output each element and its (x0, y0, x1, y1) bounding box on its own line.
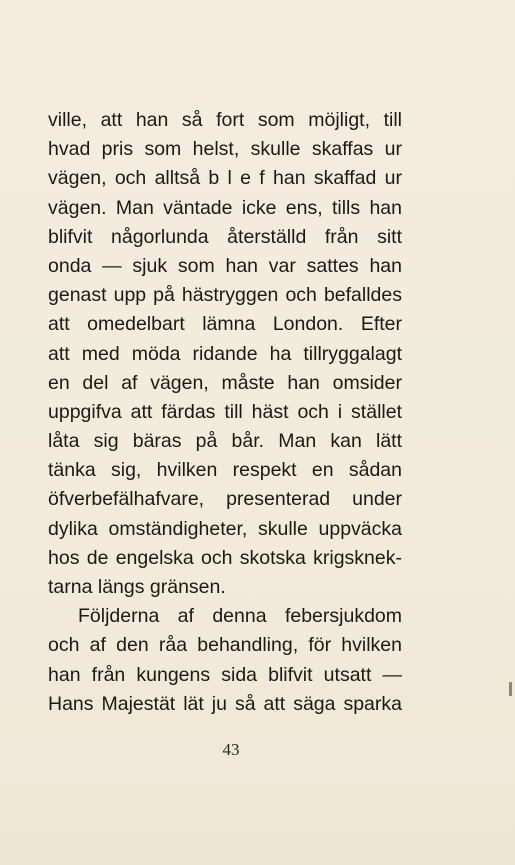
text-line: Följderna af denna febersjukdom (78, 605, 402, 628)
text-line: ville, att han så fort som möjligt, till (48, 109, 402, 131)
text-line: han från kungens sida blifvit utsatt — (48, 663, 402, 686)
page-edge-mark (509, 682, 512, 696)
text-line: en del af vägen, måste han omsider (48, 371, 402, 394)
text-line: dylika omständigheter, skulle uppväcka (48, 517, 402, 540)
text-line: tänka sig, hvilken respekt en sådan (48, 459, 402, 482)
text-line: vägen, och alltså b l e f han skaffad ur (48, 167, 402, 190)
text-line: öfverbefälhafvare, presenterad under (48, 488, 402, 511)
text-line: att med möda ridande ha tillryggalagt (48, 342, 402, 365)
text-line: vägen. Man väntade icke ens, tills han (48, 196, 402, 219)
text-line: uppgifva att färdas till häst och i stället (48, 400, 402, 423)
text-line: Hans Majestät lät ju så att säga sparka (48, 692, 402, 715)
body-text (48, 106, 402, 719)
text-line: tarna längs gränsen. (48, 576, 226, 598)
text-line: genast upp på hästryggen och befalldes (48, 284, 402, 307)
text-line: låta sig bäras på bår. Man kan lätt (48, 430, 402, 453)
text-line: hos de engelska och skotska krigsknek- (48, 546, 402, 569)
text-line: blifvit någorlunda återställd från sitt (48, 225, 402, 248)
text-line: och af den råa behandling, för hvilken (48, 634, 402, 657)
page-number: 43 (222, 740, 240, 759)
text-line: hvad pris som helst, skulle skaffas ur (48, 138, 402, 161)
text-line: att omedelbart lämna London. Efter (48, 313, 402, 336)
text-line: onda — sjuk som han var sattes han (48, 254, 402, 277)
